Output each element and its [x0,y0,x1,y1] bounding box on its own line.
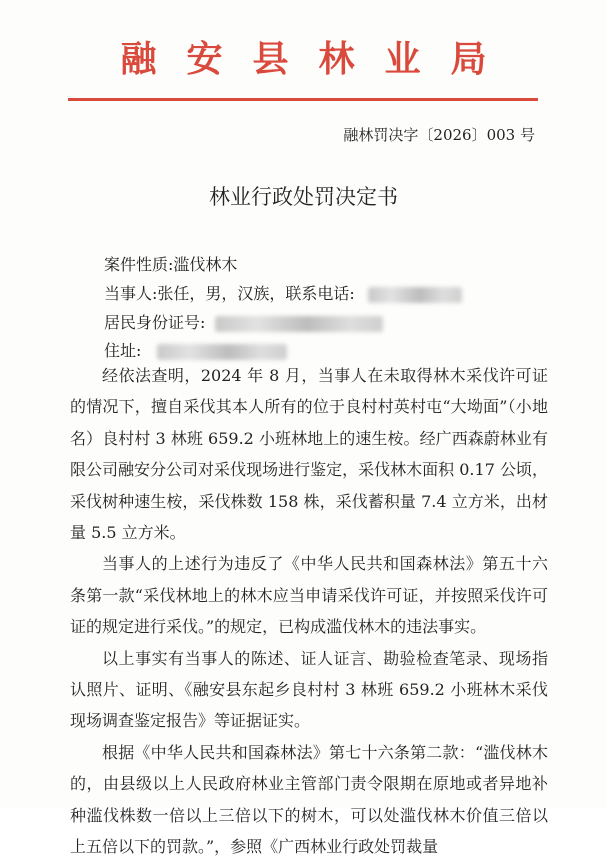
case-nature-label: 案件性质: [104,255,174,274]
violation-paragraph: 当事人的上述行为违反了《中华人民共和国森林法》第五十六条第一款“采伐林地上的林木应当申请采伐许可证，并按照采伐许可证的规定进行采伐。”的规定，已构成滥伐林木的违法事实。 [70,554,548,637]
party-value: 张任，男，汉族，联系电话: [157,284,355,303]
id-number-label: 居民身份证号: [104,313,206,332]
case-nature-value: 滥伐林木 [173,255,238,274]
party-label: 当事人: [104,284,158,303]
legal-basis-paragraph: 根据《中华人民共和国森林法》第七十六条第二款：“滥伐林木的，由县级以上人民政府林业主管部门责令限期在原地或者异地补种滥伐株数一倍以上三倍以下的树木，可以处滥伐林木价值三倍以上五倍以下的罚款。”，参照《广西林业行政处罚裁量 [70,742,548,857]
document-body [70,360,548,863]
id-number-line [104,311,383,335]
red-header-rule [68,98,538,101]
findings-paragraph: 经依法查明，2024 年 8 月，当事人在未取得林木采伐许可证的情况下，擅自采伐其本人所有的位于良村村英村屯“大坳面”（小地名）良村村 3 林班 659.2 小班林地上的速生桉。经广西森蔚林业有限公司融安分公司对采伐现场进行鉴定，采伐林木面积 0.17 公顷，采伐树种速生桉，采伐株数 158 株，采伐蓄积量 7.4 立方米，出材量 5.5 立方米。 [70,366,548,543]
party-line [104,282,462,306]
address-label: 住址: [104,341,142,360]
evidence-paragraph: 以上事实有当事人的陈述、证人证言、勘验检查笔录、现场指认照片、证明、《融安县东起乡良村村 3 林班 659.2 小班林木采伐现场调查鉴定报告》等证据证实。 [70,648,548,731]
id-number-redaction [215,316,383,332]
address-redaction [157,344,287,360]
case-nature-line [104,253,237,277]
document-number: 融林罚决字〔2026〕003 号 [343,126,535,144]
issuing-agency: 融安县林业局 [120,38,517,80]
document-title: 林业行政处罚决定书 [209,185,398,209]
phone-redaction [368,287,462,303]
